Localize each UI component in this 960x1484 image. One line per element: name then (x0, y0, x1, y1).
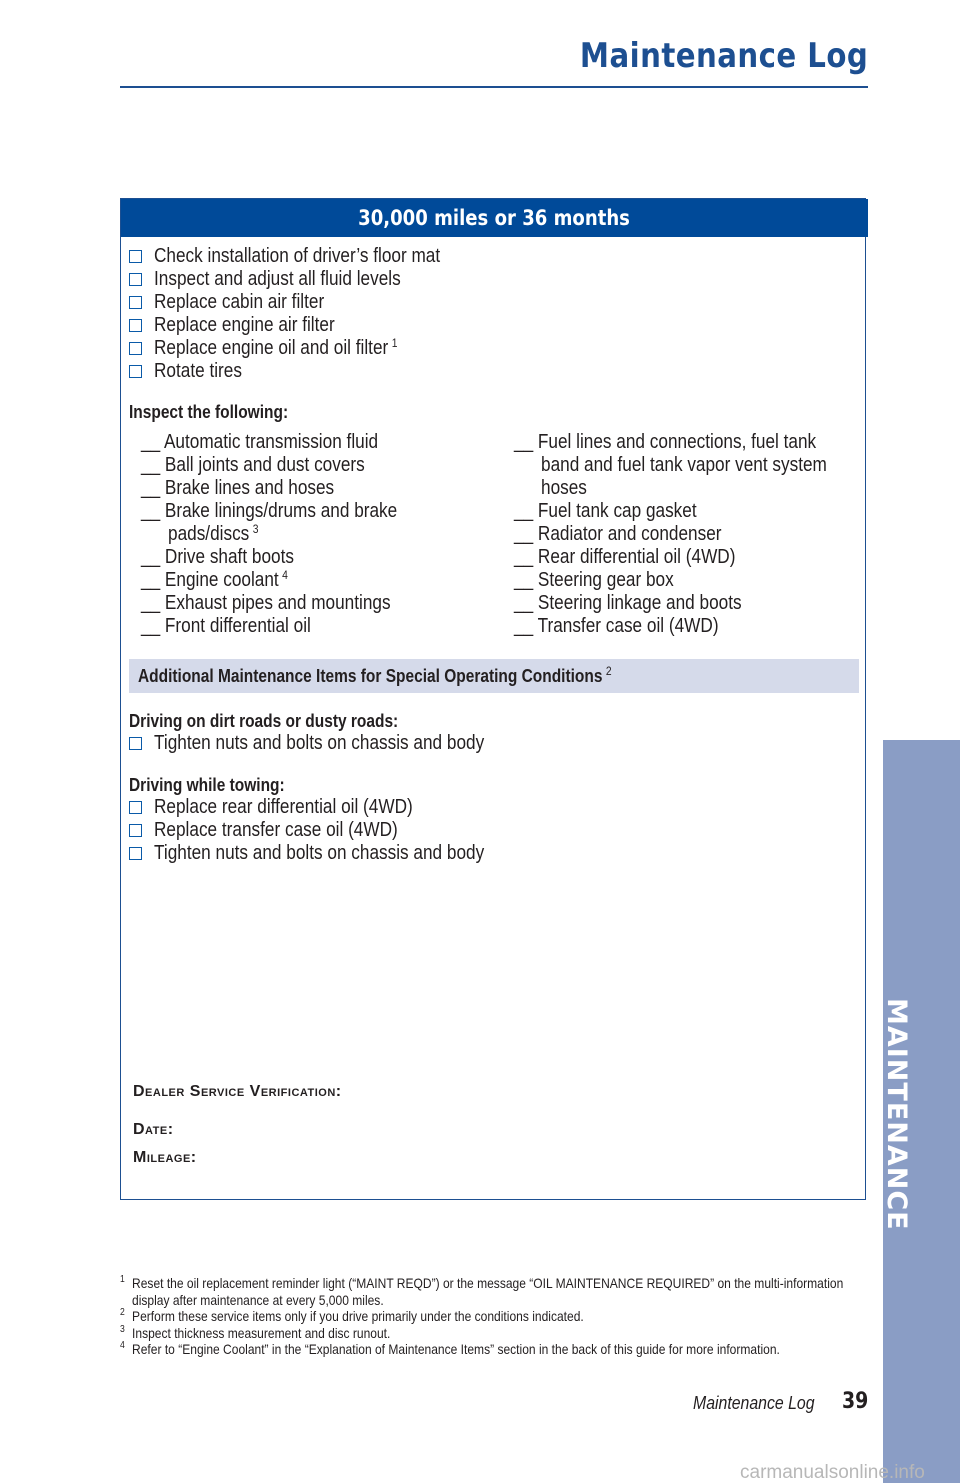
interval-heading: 30,000 miles or 36 months (121, 199, 868, 237)
footnote-ref: 2 (605, 664, 612, 678)
footnote-ref: 4 (282, 568, 288, 582)
checkbox[interactable] (129, 365, 142, 378)
checkbox[interactable] (129, 824, 142, 837)
checkbox[interactable] (129, 250, 142, 263)
checkbox[interactable] (129, 319, 142, 332)
footer-section-label: Maintenance Log (693, 1393, 815, 1413)
maintenance-box: 30,000 miles or 36 months Check installation of driver’s floor mat Inspect and adjust all fluid levels Replace cabin air filter Replace engine air filter Replace engine oil and oil filter $^1$ Rotate tires Inspect the following: __ Automatic transmission fluid __ Ball joints and dust covers __ Brake lines and hoses __ Brake linings/drums and brake pads/discs $^3$ __ Drive shaft boots __ Engine coolant $^4$ __ Exhaust pipes and mountings __ Front differential oil __ Fuel lines and connections, fuel tank band and fuel tank vapor vent system hoses __ Fuel tank cap gasket __ Radiator and condenser __ Rear differential oil (4WD) __ Steering gear box __ Steering linkage and boots __ Transfer case oil (4WD) Additional Maintenance Items for Special Operating Conditions $^2$ Driving on dirt roads or dusty roads: Tighten nuts and bolts on chassis and body Driving while towing: Replace rear differential oil (4WD) Replace transfer case oil (4WD) Tighten nuts and bolts on chassis and body Dealer Service Verification: Date: Mileage: (120, 198, 866, 1200)
dirt-roads-heading: Driving on dirt roads or dusty roads: (129, 711, 399, 731)
additional-items-bar (129, 659, 859, 693)
footnote: 3 Inspect thickness measurement and disc runout. (120, 1323, 391, 1341)
checkbox[interactable] (129, 737, 142, 750)
inspect-heading: Inspect the following: (129, 402, 289, 422)
page-number: 39 (842, 1389, 869, 1414)
title-rule (120, 86, 868, 88)
checkbox[interactable] (129, 801, 142, 814)
mileage-label: Mileage: (133, 1149, 197, 1166)
checkbox[interactable] (129, 273, 142, 286)
footnote: 1 Reset the oil replacement reminder light (“MAINT REQD”) or the message “OIL MAINTENANCE REQUIRED” on the multi-information display after maintenance at every 5,000 miles. (120, 1274, 844, 1308)
dealer-verification-label: Dealer Service Verification: (133, 1083, 342, 1100)
page-title: Maintenance Log (579, 36, 868, 76)
footnote-ref: 3 (252, 522, 259, 536)
checkbox[interactable] (129, 342, 142, 355)
checkbox[interactable] (129, 847, 142, 860)
date-label: Date: (133, 1121, 174, 1138)
footnote-ref: 1 (391, 336, 398, 350)
checkbox[interactable] (129, 296, 142, 309)
watermark: carmanualsonline.info (740, 1462, 925, 1483)
additional-items-heading: Additional Maintenance Items for Special Operating Conditions $^2$ (138, 664, 612, 686)
footnotes (120, 1275, 880, 1358)
towing-heading: Driving while towing: (129, 775, 285, 795)
footnote: 4 Refer to “Engine Coolant” in the “Explanation of Maintenance Items” section in the back of this guide for more information. (120, 1340, 780, 1357)
footnote: 2 Perform these service items only if you drive primarily under the conditions indicated. (120, 1307, 584, 1324)
